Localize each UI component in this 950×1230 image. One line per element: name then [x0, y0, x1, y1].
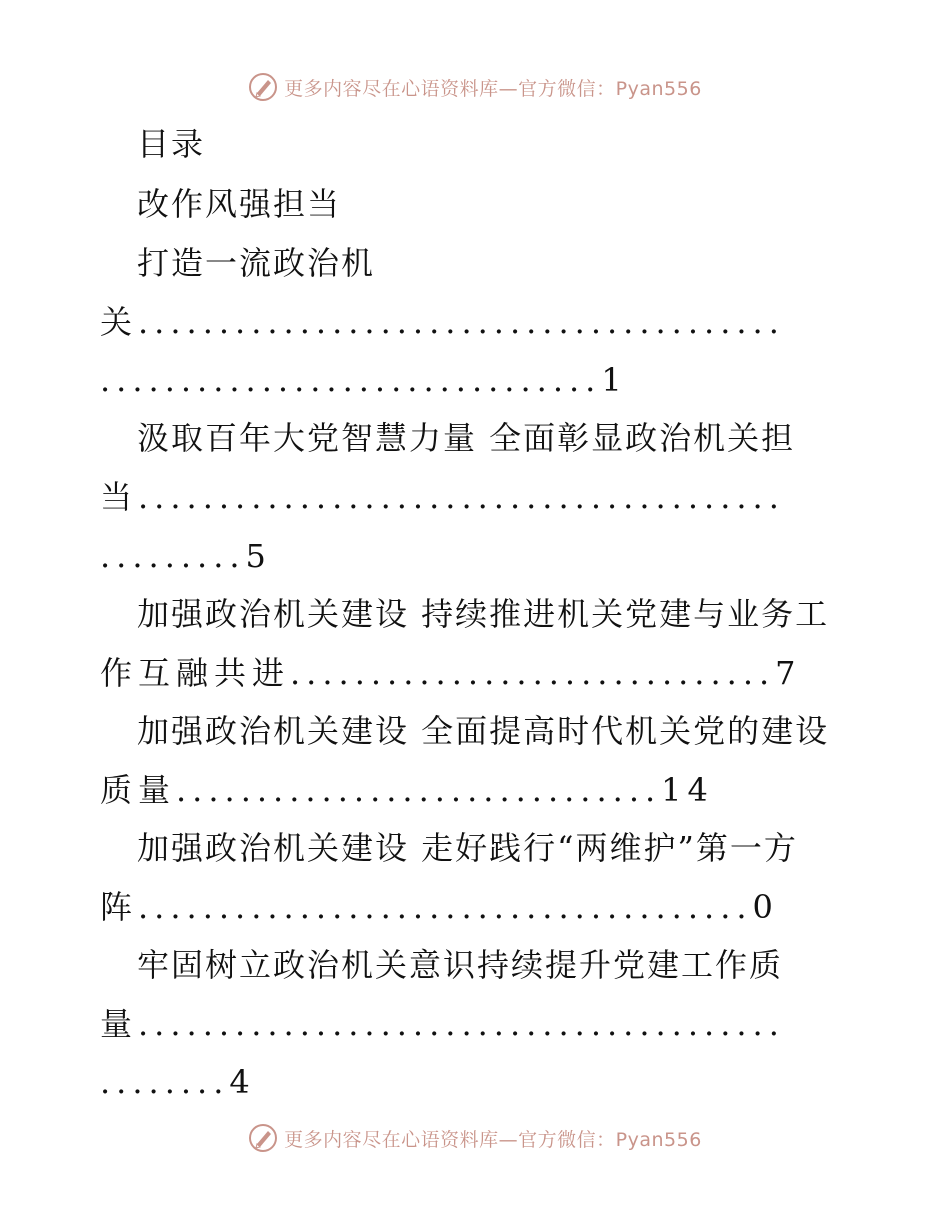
toc-line: 作互融共进..............................7 [100, 654, 802, 692]
pen-seal-icon [248, 72, 278, 102]
toc-line: 改作风强担当 [137, 185, 342, 223]
toc-line: 量........................................ [100, 1005, 785, 1043]
toc-line: 当........................................ [100, 478, 785, 516]
header-watermark [0, 72, 950, 102]
footer-watermark [0, 1123, 950, 1153]
toc-title: 目录 [137, 125, 206, 163]
watermark-text: 更多内容尽在心语资料库—官方微信：Pyan556 [284, 1128, 702, 1151]
toc-line: 牢固树立政治机关意识持续提升党建工作质 [137, 946, 784, 984]
toc-line: 打造一流政治机 [137, 244, 376, 282]
toc-line: 汲取百年大党智慧力量 全面彰显政治机关担 [137, 419, 796, 457]
toc-line: ........4 [100, 1063, 256, 1101]
toc-line: 质量..............................14 [100, 771, 714, 809]
watermark-text: 更多内容尽在心语资料库—官方微信：Pyan556 [284, 77, 702, 100]
pen-seal-icon [248, 1123, 278, 1153]
toc-line: 阵......................................0 [100, 888, 779, 926]
toc-line: 加强政治机关建设 持续推进机关党建与业务工 [137, 595, 830, 633]
toc-line: .........5 [100, 537, 272, 575]
toc-line: 加强政治机关建设 全面提高时代机关党的建设 [137, 712, 830, 750]
toc-line: 关........................................ [100, 303, 785, 341]
toc-line: 加强政治机关建设 走好践行“两维护”第一方 [137, 829, 798, 867]
toc-line: ...............................1 [100, 361, 628, 399]
